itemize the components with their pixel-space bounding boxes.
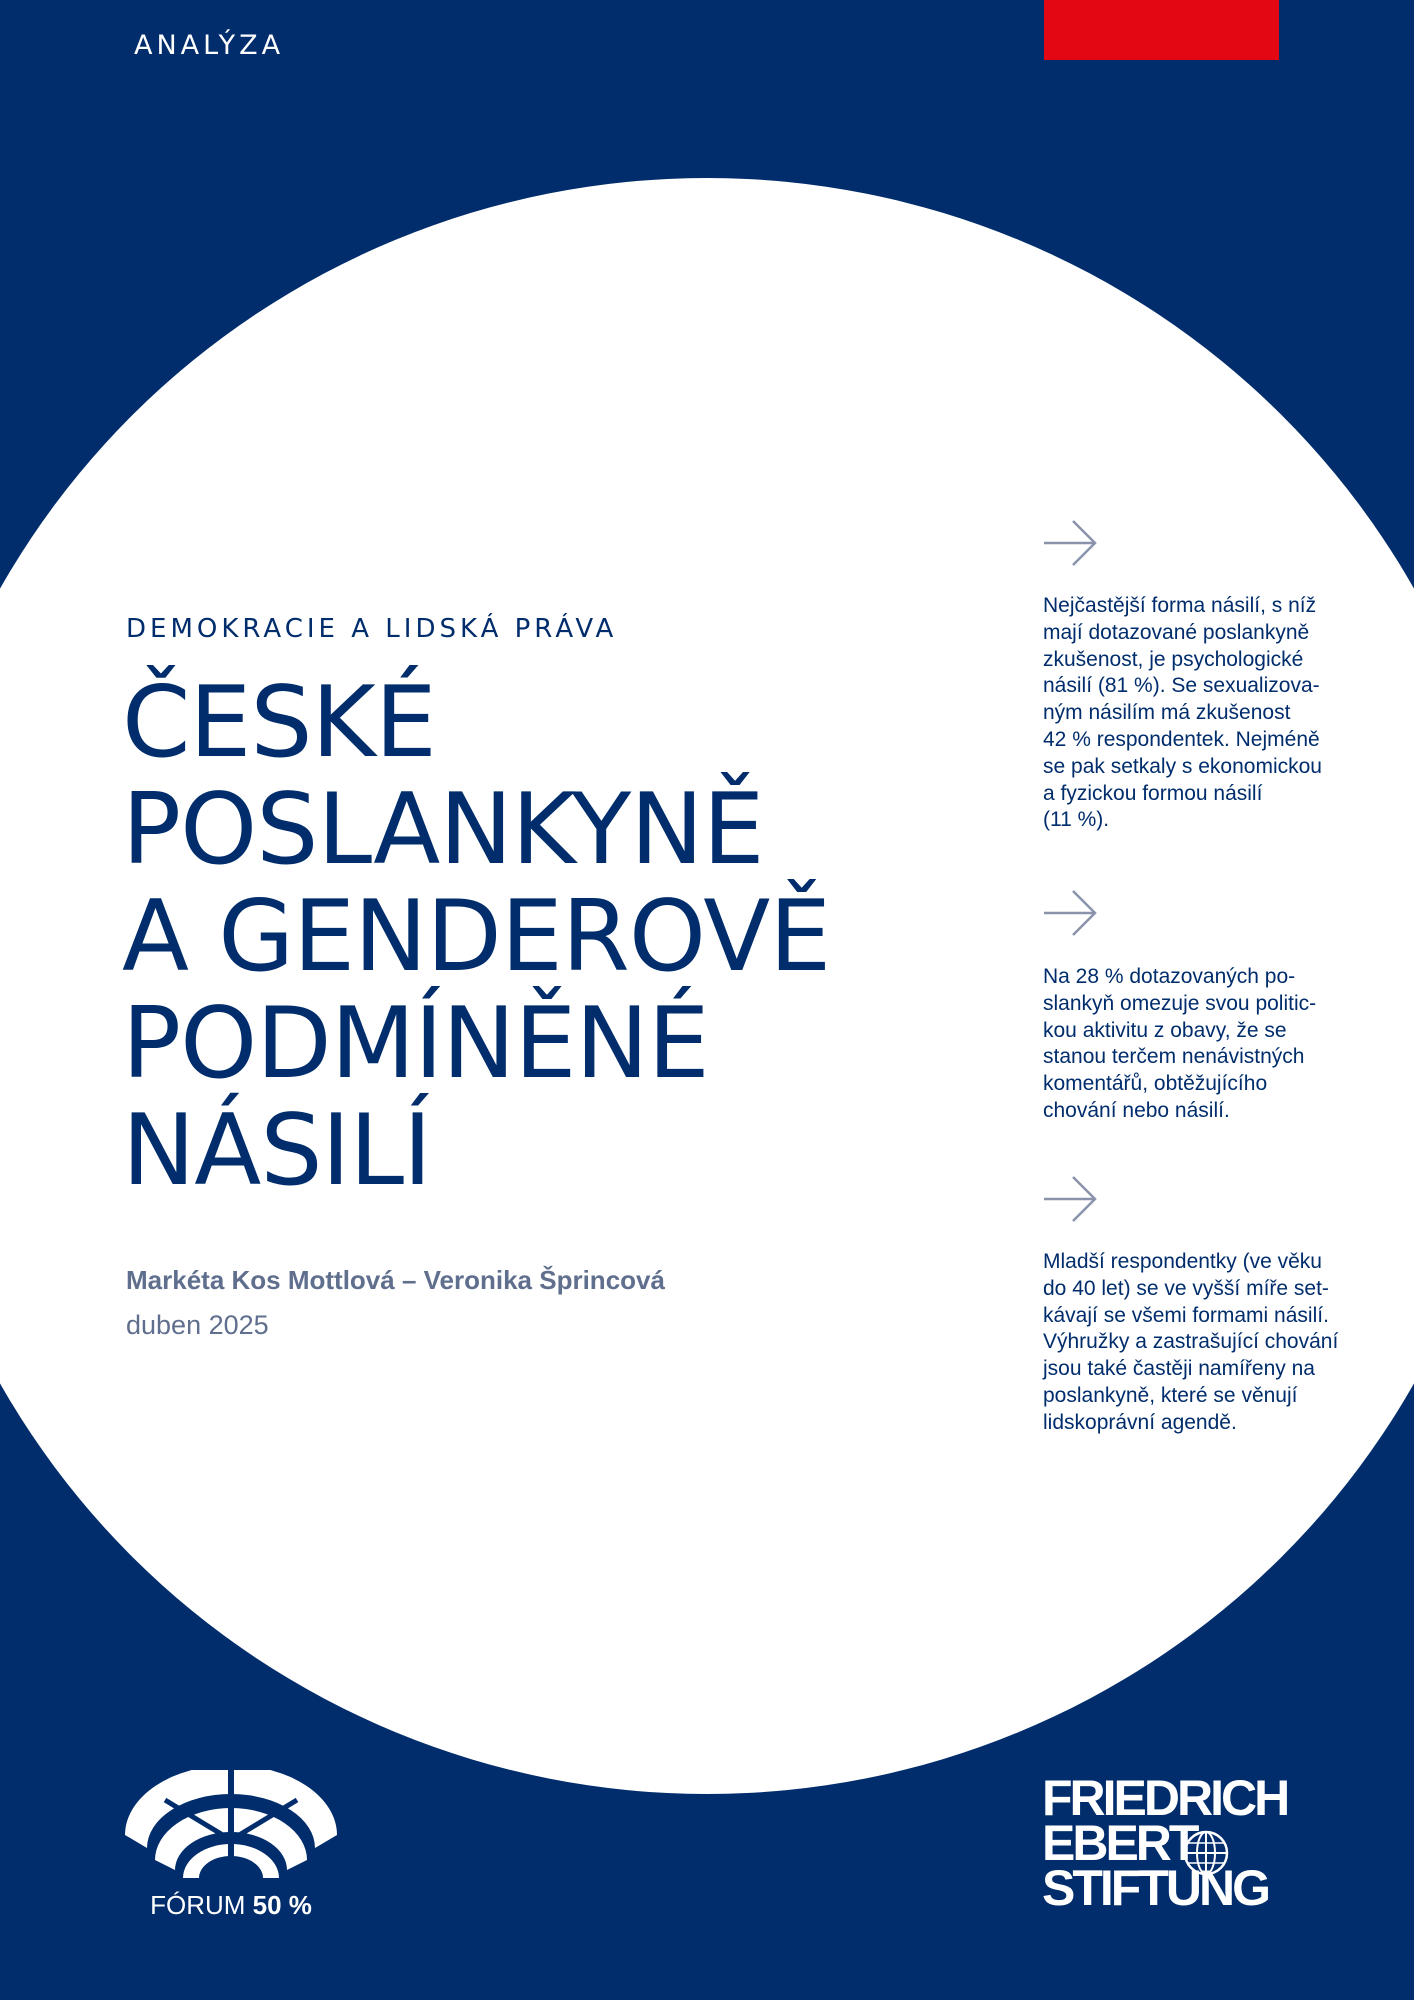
authors: Markéta Kos Mottlová – Veronika Šprincová [126,1265,665,1295]
highlight-line: násilí (81 %). Se sexualizova- [1043,674,1320,698]
highlight-line: komentářů, obtěžujícího [1043,1072,1268,1096]
highlight-line: poslankyně, které se věnují [1043,1383,1298,1407]
highlight-line: 42 % respondentek. Nejméně [1043,727,1320,751]
highlight-line: stanou terčem nenávistných [1043,1045,1305,1069]
fes-logo-line: EBERT [1042,1815,1197,1871]
forum-label-regular: FÓRUM [150,1890,253,1920]
highlight-line: a fyzickou formou násilí [1043,781,1263,805]
title-line: POSLANKYNĚ [122,773,764,887]
title-line: NÁSILÍ [122,1094,431,1208]
fes-logo-line: STIFTUNG [1042,1860,1268,1916]
publication-date: duben 2025 [126,1310,269,1340]
highlight-line: Mladší respondentky (ve věku [1043,1250,1322,1273]
highlight-line: ným násilím má zkušenost [1043,701,1291,725]
fes-logo [1042,1770,1288,1916]
highlight-line: Na 28 % dotazovaných po- [1043,965,1296,988]
forum-label-bold: 50 % [252,1890,312,1920]
title-line: PODMÍNĚNÉ [122,987,709,1101]
globe-icon [1182,1829,1230,1877]
page-title [122,666,831,1208]
fes-logo-line: FRIEDRICH [1042,1770,1288,1826]
highlight-line: slankyň omezuje svou politic- [1043,991,1317,1015]
title-line: A GENDEROVĚ [122,880,831,994]
highlight-line: Nejčastější forma násilí, s níž [1043,594,1317,617]
highlight-line: do 40 let) se ve vyšší míře set- [1043,1276,1329,1300]
highlight-text [1043,593,1343,834]
highlight-line: zkušenost, je psychologické [1043,647,1304,671]
highlight-line: lidskoprávní agendě. [1043,1410,1237,1434]
highlight-line: jsou také častěji namířeny na [1043,1357,1315,1381]
highlight-text [1043,964,1343,1125]
document-type-label: ANALÝZA [134,30,285,61]
highlight-text [1043,1249,1343,1437]
title-line: ČESKÉ [122,666,436,780]
highlight-line: se pak setkaly s ekonomickou [1043,754,1322,778]
arrow-right-icon [1043,519,1097,567]
arrow-right-icon [1043,889,1097,937]
parliament-arc-icon [125,1770,337,1878]
arrow-right-icon [1043,1175,1097,1223]
highlight-line: kou aktivitu z obavy, že se [1043,1018,1287,1042]
highlight-line: chování nebo násilí. [1043,1098,1230,1122]
category-label: DEMOKRACIE A LIDSKÁ PRÁVA [126,614,618,644]
red-accent-tab [1044,0,1279,60]
highlight-line: kávají se všemi formami násilí. [1043,1303,1329,1327]
highlight-line: mají dotazované poslankyně [1043,620,1310,644]
forum-logo-label [126,1890,336,1921]
highlight-line: Výhružky a zastrašující chování [1043,1330,1339,1354]
highlight-line: (11 %). [1043,808,1110,832]
